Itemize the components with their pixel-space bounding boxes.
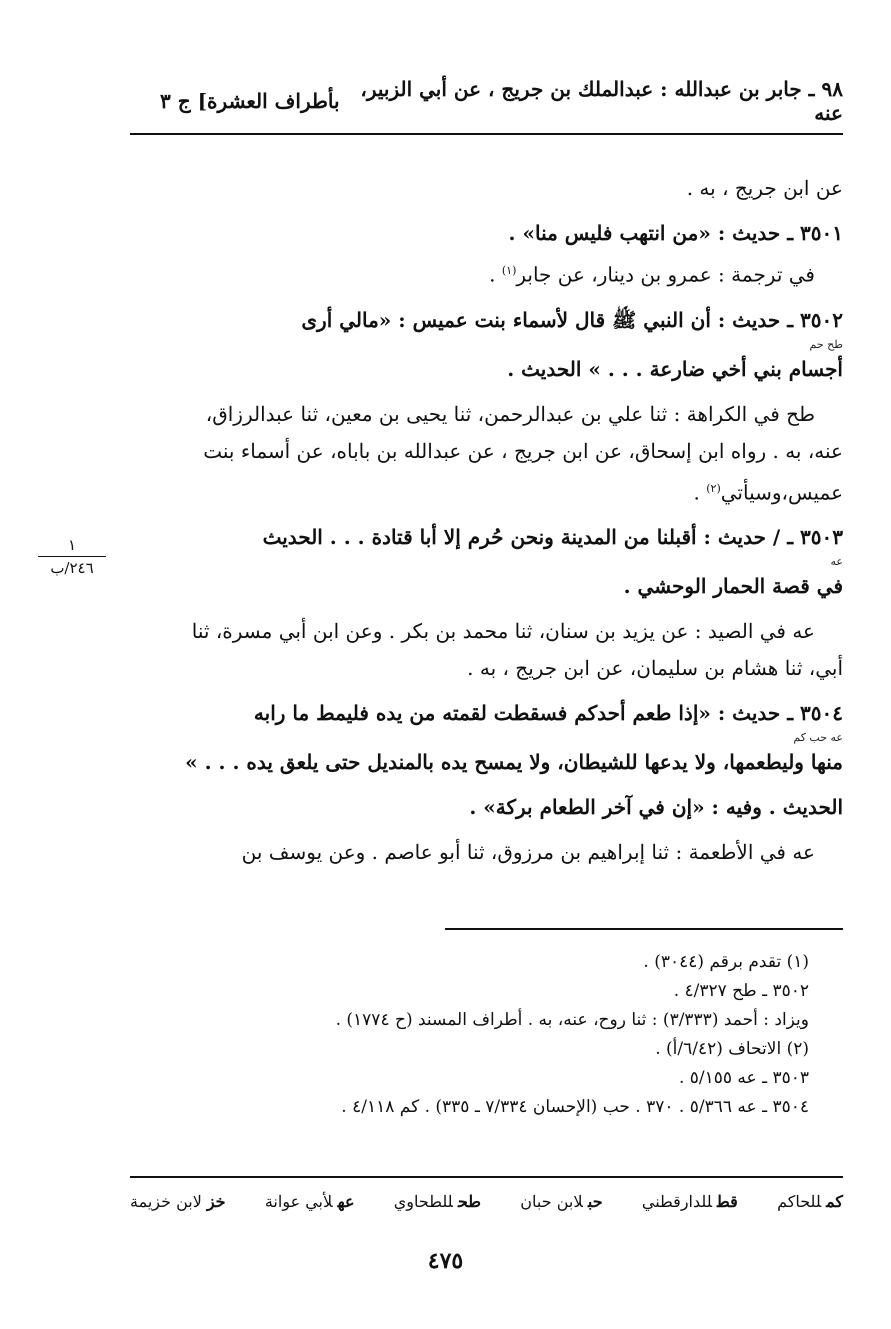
margin-note-divider (38, 556, 106, 557)
abbreviation-code: كم (826, 1192, 843, 1211)
footnote-ref-2: (٢) (706, 481, 721, 495)
abbreviation-code: حب (587, 1192, 603, 1211)
source-text: في ترجمة : عمرو بن دينار، عن جابر (516, 262, 815, 287)
abbreviation-code: طح (457, 1192, 481, 1211)
abbreviations-rule (130, 1176, 843, 1178)
header-book-title: بأطراف العشرة] ج ٣ (160, 89, 340, 113)
abbreviation-name: لأبي عوانة (264, 1192, 333, 1211)
hadith-3504-source-marks: عه حب كم (793, 731, 843, 745)
header-rule (130, 133, 843, 135)
abbreviation-item (394, 1192, 481, 1220)
hadith-3503-heading: ٣٥٠٣ ـ / حديث : أقبلنا من المدينة ونحن حُرم إلا أبا قتادة . . . الحديث (262, 525, 843, 550)
abbreviations-key (130, 1192, 843, 1220)
running-header (132, 77, 843, 125)
footnotes (150, 948, 809, 1122)
abbreviation-item (265, 1192, 355, 1220)
footnote-line: (١) تقدم برقم (٣٠٤٤) . (643, 952, 809, 972)
abbreviation-item (520, 1192, 602, 1220)
margin-note-top: ١ (67, 536, 77, 554)
abbreviation-item (777, 1192, 843, 1220)
hadith-3502-heading: ٣٥٠٢ ـ حديث : أن النبي ﷺ قال لأسماء بنت عميس : «مالي أرى (301, 307, 843, 332)
abbreviation-name: للطحاوي (393, 1192, 453, 1211)
footnote-line: ٣٥٠٤ ـ عه ٥/٣٦٦ . ٣٧٠ . حب (الإحسان ٧/٣٣٤ ـ ٣٣٥) . كم ٤/١١٨ . (341, 1097, 809, 1117)
hadith-3501-heading: ٣٥٠١ ـ حديث : «من انتهب فليس منا» . (508, 221, 843, 245)
hadith-3503-chain: عه في الصيد : عن يزيد بن سنان، ثنا محمد بن بكر . وعن ابن أبي مسرة، ثنا (191, 619, 815, 644)
hadith-3504-heading-end: الحديث . وفيه : «إن في آخر الطعام بركة» . (469, 795, 843, 820)
abbreviation-name: للحاكم (777, 1192, 822, 1211)
abbreviation-code: خز (206, 1192, 226, 1211)
margin-folio-note (30, 536, 114, 577)
abbreviation-item (130, 1192, 226, 1220)
footnote-ref-1: (١) (501, 264, 517, 277)
abbreviation-name: لابن خزيمة (130, 1192, 202, 1211)
hadith-3502-chain-cont: عنه، به . رواه ابن إسحاق، عن ابن جريج ، عن عبدالله بن باباه، عن أسماء بنت (203, 438, 843, 463)
abbreviation-code: قط (717, 1192, 738, 1211)
footnote-rule (445, 928, 843, 930)
chain-text: عميس،وسيأتي (720, 480, 843, 505)
abbreviation-name: للدارقطني (641, 1192, 712, 1211)
hadith-3502-heading-cont: أجسام بني أخي ضارعة . . . » الحديث . (507, 356, 843, 381)
hadith-3504-chain: عه في الأطعمة : ثنا إبراهيم بن مرزوق، ثنا أبو عاصم . وعن يوسف بن (241, 840, 815, 865)
hadith-3503-source-marks: عه (830, 555, 843, 569)
footnote-line: ٣٥٠٣ ـ عه ٥/١٥٥ . (678, 1068, 809, 1088)
abbreviation-name: لابن حبان (520, 1192, 583, 1211)
page-number: ٤٧٥ (427, 1248, 464, 1274)
hadith-3501-source (132, 252, 843, 294)
hadith-3502-chain: طح في الكراهة : ثنا علي بن عبدالرحمن، ثنا يحيى بن معين، ثنا عبدالرزاق، (205, 401, 815, 426)
margin-note-bottom: ٢٤٦/ب (50, 559, 94, 577)
source-text-end: . (489, 262, 502, 287)
hadith-3503-chain-cont: أبي، ثنا هشام بن سليمان، عن ابن جريج ، به . (467, 656, 843, 681)
hadith-3502-chain-end (132, 470, 843, 512)
footnote-line: ٣٥٠٢ ـ طح ٤/٣٢٧ . (673, 981, 809, 1001)
abbreviation-code: عه (337, 1192, 355, 1211)
main-text (132, 170, 843, 871)
hadith-3504-heading-cont: منها وليطعمها، ولا يدعها للشيطان، ولا يمسح يده بالمنديل حتى يلعق يده . . . » (185, 750, 843, 775)
header-chapter-title: ٩٨ ـ جابر بن عبدالله : عبدالملك بن جريج ، عن أبي الزبير، عنه (360, 77, 843, 125)
hadith-3503-heading-cont: في قصة الحمار الوحشي . (623, 574, 843, 599)
text-line: عن ابن جريج ، به . (686, 176, 843, 200)
hadith-3504-heading: ٣٥٠٤ ـ حديث : «إذا طعم أحدكم فسقطت لقمته من يده فليمط ما رابه (253, 701, 843, 726)
chain-text-end: . (693, 480, 707, 505)
abbreviation-item (642, 1192, 738, 1220)
hadith-3502-source-marks: طح حم (809, 337, 843, 351)
footnote-line: (٢) الاتحاف (٦/٤٢/أ) . (655, 1039, 809, 1059)
footnote-line: ويزاد : أحمد (٣/٣٣٣) : ثنا روح، عنه، به . أطراف المسند (ح ١٧٧٤) . (335, 1010, 809, 1030)
